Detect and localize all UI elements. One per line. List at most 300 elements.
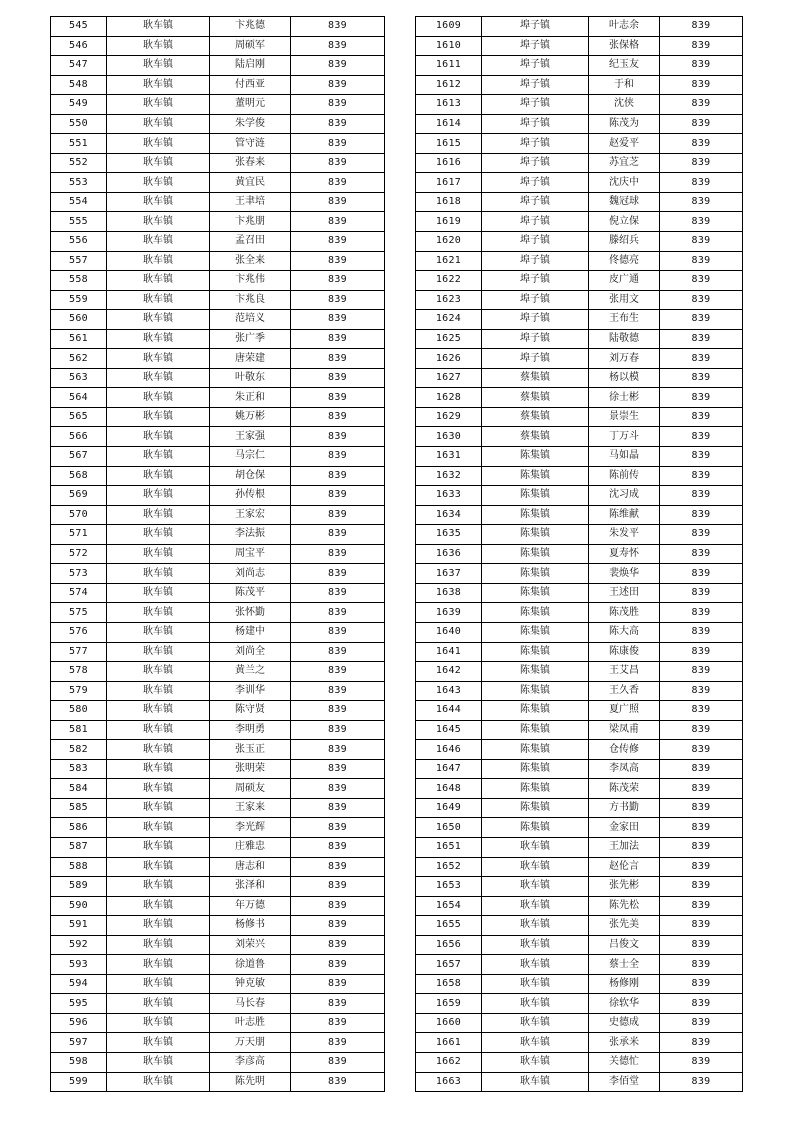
table-row xyxy=(416,329,743,349)
serial-number-cell: 566 xyxy=(51,427,107,447)
amount-cell: 839 xyxy=(291,583,385,603)
serial-number-cell: 1649 xyxy=(416,798,482,818)
town-cell: 陈集镇 xyxy=(482,642,589,662)
amount-cell: 839 xyxy=(660,564,743,584)
table-row xyxy=(416,720,743,740)
town-cell: 耿车镇 xyxy=(107,56,210,76)
amount-cell: 839 xyxy=(660,837,743,857)
serial-number-cell: 1630 xyxy=(416,427,482,447)
town-cell: 陈集镇 xyxy=(482,603,589,623)
person-name-cell: 李法振 xyxy=(210,525,291,545)
person-name-cell: 张玉正 xyxy=(210,740,291,760)
person-name-cell: 孟召田 xyxy=(210,232,291,252)
town-cell: 耿车镇 xyxy=(482,877,589,897)
town-cell: 陈集镇 xyxy=(482,622,589,642)
serial-number-cell: 582 xyxy=(51,740,107,760)
town-cell: 陈集镇 xyxy=(482,720,589,740)
table-row xyxy=(51,505,385,525)
serial-number-cell: 545 xyxy=(51,17,107,37)
table-row xyxy=(51,153,385,173)
amount-cell: 839 xyxy=(660,779,743,799)
serial-number-cell: 1662 xyxy=(416,1052,482,1072)
person-name-cell: 王家宏 xyxy=(210,505,291,525)
town-cell: 耿车镇 xyxy=(107,544,210,564)
person-name-cell: 纪玉友 xyxy=(589,56,660,76)
table-row xyxy=(51,857,385,877)
person-name-cell: 朱学俊 xyxy=(210,114,291,134)
table-row xyxy=(416,75,743,95)
table-row xyxy=(51,974,385,994)
amount-cell: 839 xyxy=(660,192,743,212)
table-row xyxy=(51,955,385,975)
town-cell: 耿车镇 xyxy=(482,1013,589,1033)
amount-cell: 839 xyxy=(291,407,385,427)
amount-cell: 839 xyxy=(291,1013,385,1033)
serial-number-cell: 1620 xyxy=(416,232,482,252)
amount-cell: 839 xyxy=(660,603,743,623)
town-cell: 耿车镇 xyxy=(107,310,210,330)
amount-cell: 839 xyxy=(660,95,743,115)
town-cell: 埠子镇 xyxy=(482,134,589,154)
person-name-cell: 陈前传 xyxy=(589,466,660,486)
amount-cell: 839 xyxy=(291,681,385,701)
amount-cell: 839 xyxy=(660,505,743,525)
serial-number-cell: 1631 xyxy=(416,447,482,467)
town-cell: 埠子镇 xyxy=(482,232,589,252)
person-name-cell: 陈先明 xyxy=(210,1072,291,1092)
serial-number-cell: 1642 xyxy=(416,662,482,682)
serial-number-cell: 577 xyxy=(51,642,107,662)
person-name-cell: 梁凤甫 xyxy=(589,720,660,740)
town-cell: 埠子镇 xyxy=(482,349,589,369)
person-name-cell: 付西亚 xyxy=(210,75,291,95)
amount-cell: 839 xyxy=(291,544,385,564)
person-name-cell: 周宝平 xyxy=(210,544,291,564)
amount-cell: 839 xyxy=(660,681,743,701)
person-name-cell: 马如晶 xyxy=(589,447,660,467)
person-name-cell: 方书勤 xyxy=(589,798,660,818)
serial-number-cell: 591 xyxy=(51,916,107,936)
town-cell: 陈集镇 xyxy=(482,525,589,545)
town-cell: 耿车镇 xyxy=(107,857,210,877)
amount-cell: 839 xyxy=(660,17,743,37)
person-name-cell: 李训华 xyxy=(210,681,291,701)
town-cell: 耿车镇 xyxy=(107,564,210,584)
serial-number-cell: 1634 xyxy=(416,505,482,525)
table-row xyxy=(416,837,743,857)
table-row xyxy=(51,251,385,271)
town-cell: 蔡集镇 xyxy=(482,407,589,427)
amount-cell: 839 xyxy=(660,368,743,388)
serial-number-cell: 589 xyxy=(51,877,107,897)
amount-cell: 839 xyxy=(291,994,385,1014)
serial-number-cell: 573 xyxy=(51,564,107,584)
town-cell: 耿车镇 xyxy=(107,368,210,388)
person-name-cell: 魏冠球 xyxy=(589,192,660,212)
town-cell: 耿车镇 xyxy=(107,505,210,525)
amount-cell: 839 xyxy=(660,212,743,232)
table-row xyxy=(51,740,385,760)
town-cell: 埠子镇 xyxy=(482,75,589,95)
amount-cell: 839 xyxy=(291,505,385,525)
amount-cell: 839 xyxy=(660,916,743,936)
town-cell: 耿车镇 xyxy=(107,779,210,799)
town-cell: 耿车镇 xyxy=(107,642,210,662)
person-name-cell: 唐志和 xyxy=(210,857,291,877)
amount-cell: 839 xyxy=(660,1013,743,1033)
serial-number-cell: 599 xyxy=(51,1072,107,1092)
serial-number-cell: 1654 xyxy=(416,896,482,916)
person-name-cell: 陈守贤 xyxy=(210,701,291,721)
amount-cell: 839 xyxy=(291,427,385,447)
table-row xyxy=(416,564,743,584)
amount-cell: 839 xyxy=(291,779,385,799)
amount-cell: 839 xyxy=(291,1072,385,1092)
person-name-cell: 丁万斗 xyxy=(589,427,660,447)
amount-cell: 839 xyxy=(291,95,385,115)
serial-number-cell: 1624 xyxy=(416,310,482,330)
serial-number-cell: 1609 xyxy=(416,17,482,37)
serial-number-cell: 565 xyxy=(51,407,107,427)
serial-number-cell: 1613 xyxy=(416,95,482,115)
town-cell: 埠子镇 xyxy=(482,212,589,232)
table-row xyxy=(416,974,743,994)
serial-number-cell: 1646 xyxy=(416,740,482,760)
town-cell: 耿车镇 xyxy=(107,192,210,212)
person-name-cell: 王家强 xyxy=(210,427,291,447)
serial-number-cell: 1619 xyxy=(416,212,482,232)
person-name-cell: 陆敬德 xyxy=(589,329,660,349)
table-row xyxy=(416,349,743,369)
table-row xyxy=(51,837,385,857)
serial-number-cell: 560 xyxy=(51,310,107,330)
table-row xyxy=(51,603,385,623)
table-row xyxy=(51,779,385,799)
town-cell: 陈集镇 xyxy=(482,466,589,486)
town-cell: 耿车镇 xyxy=(107,662,210,682)
serial-number-cell: 1657 xyxy=(416,955,482,975)
table-row xyxy=(416,368,743,388)
town-cell: 蔡集镇 xyxy=(482,427,589,447)
town-cell: 耿车镇 xyxy=(482,857,589,877)
amount-cell: 839 xyxy=(660,36,743,56)
serial-number-cell: 569 xyxy=(51,486,107,506)
town-cell: 耿车镇 xyxy=(107,759,210,779)
serial-number-cell: 572 xyxy=(51,544,107,564)
table-row xyxy=(416,603,743,623)
serial-number-cell: 571 xyxy=(51,525,107,545)
serial-number-cell: 1648 xyxy=(416,779,482,799)
amount-cell: 839 xyxy=(660,759,743,779)
table-row xyxy=(416,505,743,525)
serial-number-cell: 584 xyxy=(51,779,107,799)
serial-number-cell: 550 xyxy=(51,114,107,134)
town-cell: 耿车镇 xyxy=(107,720,210,740)
table-row xyxy=(51,173,385,193)
amount-cell: 839 xyxy=(291,310,385,330)
town-cell: 耿车镇 xyxy=(482,1052,589,1072)
town-cell: 陈集镇 xyxy=(482,818,589,838)
table-row xyxy=(51,427,385,447)
town-cell: 埠子镇 xyxy=(482,56,589,76)
person-name-cell: 姚万彬 xyxy=(210,407,291,427)
serial-number-cell: 1639 xyxy=(416,603,482,623)
amount-cell: 839 xyxy=(660,896,743,916)
serial-number-cell: 567 xyxy=(51,447,107,467)
person-name-cell: 张春来 xyxy=(210,153,291,173)
town-cell: 耿车镇 xyxy=(482,935,589,955)
table-row xyxy=(416,759,743,779)
table-row xyxy=(51,232,385,252)
person-name-cell: 王述田 xyxy=(589,583,660,603)
town-cell: 埠子镇 xyxy=(482,271,589,291)
person-name-cell: 庄雅忠 xyxy=(210,837,291,857)
serial-number-cell: 1611 xyxy=(416,56,482,76)
person-name-cell: 陈茂为 xyxy=(589,114,660,134)
table-row xyxy=(416,407,743,427)
amount-cell: 839 xyxy=(291,114,385,134)
table-row xyxy=(416,251,743,271)
amount-cell: 839 xyxy=(291,916,385,936)
table-row xyxy=(51,564,385,584)
table-row xyxy=(51,583,385,603)
town-cell: 耿车镇 xyxy=(107,388,210,408)
table-row xyxy=(51,622,385,642)
serial-number-cell: 1633 xyxy=(416,486,482,506)
town-cell: 埠子镇 xyxy=(482,173,589,193)
amount-cell: 839 xyxy=(291,974,385,994)
table-row xyxy=(51,466,385,486)
amount-cell: 839 xyxy=(660,642,743,662)
amount-cell: 839 xyxy=(291,955,385,975)
town-cell: 埠子镇 xyxy=(482,36,589,56)
person-name-cell: 杨修书 xyxy=(210,916,291,936)
amount-cell: 839 xyxy=(291,290,385,310)
town-cell: 耿车镇 xyxy=(107,232,210,252)
person-name-cell: 李凤高 xyxy=(589,759,660,779)
person-name-cell: 裴焕华 xyxy=(589,564,660,584)
amount-cell: 839 xyxy=(660,407,743,427)
table-row xyxy=(416,877,743,897)
amount-cell: 839 xyxy=(660,310,743,330)
person-name-cell: 胡仓保 xyxy=(210,466,291,486)
table-row xyxy=(416,173,743,193)
serial-number-cell: 570 xyxy=(51,505,107,525)
town-cell: 耿车镇 xyxy=(107,95,210,115)
town-cell: 耿车镇 xyxy=(107,290,210,310)
amount-cell: 839 xyxy=(291,642,385,662)
town-cell: 耿车镇 xyxy=(107,916,210,936)
serial-number-cell: 598 xyxy=(51,1052,107,1072)
town-cell: 陈集镇 xyxy=(482,759,589,779)
table-row xyxy=(416,818,743,838)
town-cell: 耿车镇 xyxy=(107,1072,210,1092)
person-name-cell: 张承米 xyxy=(589,1033,660,1053)
serial-number-cell: 1617 xyxy=(416,173,482,193)
serial-number-cell: 559 xyxy=(51,290,107,310)
person-name-cell: 朱发平 xyxy=(589,525,660,545)
person-name-cell: 刘万春 xyxy=(589,349,660,369)
serial-number-cell: 551 xyxy=(51,134,107,154)
table-row xyxy=(51,1033,385,1053)
town-cell: 陈集镇 xyxy=(482,505,589,525)
table-row xyxy=(416,486,743,506)
table-row xyxy=(416,525,743,545)
person-name-cell: 张怀勤 xyxy=(210,603,291,623)
amount-cell: 839 xyxy=(291,837,385,857)
town-cell: 陈集镇 xyxy=(482,681,589,701)
town-cell: 耿车镇 xyxy=(107,935,210,955)
person-name-cell: 陈茂荣 xyxy=(589,779,660,799)
town-cell: 耿车镇 xyxy=(107,134,210,154)
person-name-cell: 张广季 xyxy=(210,329,291,349)
person-name-cell: 周硕友 xyxy=(210,779,291,799)
town-cell: 耿车镇 xyxy=(107,271,210,291)
serial-number-cell: 564 xyxy=(51,388,107,408)
amount-cell: 839 xyxy=(660,290,743,310)
serial-number-cell: 1663 xyxy=(416,1072,482,1092)
amount-cell: 839 xyxy=(291,622,385,642)
serial-number-cell: 588 xyxy=(51,857,107,877)
amount-cell: 839 xyxy=(291,271,385,291)
amount-cell: 839 xyxy=(291,192,385,212)
person-name-cell: 马长春 xyxy=(210,994,291,1014)
person-name-cell: 张保格 xyxy=(589,36,660,56)
person-name-cell: 叶敬东 xyxy=(210,368,291,388)
town-cell: 耿车镇 xyxy=(107,212,210,232)
table-row xyxy=(416,466,743,486)
table-row xyxy=(51,525,385,545)
town-cell: 耿车镇 xyxy=(482,916,589,936)
person-name-cell: 陈茂胜 xyxy=(589,603,660,623)
table-row xyxy=(416,544,743,564)
table-row xyxy=(416,994,743,1014)
town-cell: 耿车镇 xyxy=(482,1033,589,1053)
town-cell: 埠子镇 xyxy=(482,290,589,310)
amount-cell: 839 xyxy=(660,349,743,369)
amount-cell: 839 xyxy=(291,740,385,760)
person-name-cell: 赵爱平 xyxy=(589,134,660,154)
person-name-cell: 沈侠 xyxy=(589,95,660,115)
serial-number-cell: 1645 xyxy=(416,720,482,740)
town-cell: 埠子镇 xyxy=(482,251,589,271)
serial-number-cell: 1632 xyxy=(416,466,482,486)
table-row xyxy=(416,896,743,916)
amount-cell: 839 xyxy=(660,544,743,564)
table-row xyxy=(51,368,385,388)
town-cell: 耿车镇 xyxy=(482,955,589,975)
person-name-cell: 董明元 xyxy=(210,95,291,115)
table-row xyxy=(51,407,385,427)
serial-number-cell: 561 xyxy=(51,329,107,349)
amount-cell: 839 xyxy=(291,232,385,252)
amount-cell: 839 xyxy=(291,525,385,545)
table-row xyxy=(51,798,385,818)
table-row xyxy=(51,486,385,506)
table-row xyxy=(416,153,743,173)
amount-cell: 839 xyxy=(291,17,385,37)
amount-cell: 839 xyxy=(291,701,385,721)
table-row xyxy=(51,95,385,115)
person-name-cell: 陈先松 xyxy=(589,896,660,916)
serial-number-cell: 592 xyxy=(51,935,107,955)
serial-number-cell: 583 xyxy=(51,759,107,779)
table-row xyxy=(416,212,743,232)
person-name-cell: 张先彬 xyxy=(589,877,660,897)
amount-cell: 839 xyxy=(291,935,385,955)
town-cell: 蔡集镇 xyxy=(482,368,589,388)
person-name-cell: 王久香 xyxy=(589,681,660,701)
table-row xyxy=(51,916,385,936)
person-name-cell: 徐道鲁 xyxy=(210,955,291,975)
amount-cell: 839 xyxy=(660,974,743,994)
amount-cell: 839 xyxy=(291,153,385,173)
table-row xyxy=(416,916,743,936)
table-row xyxy=(416,622,743,642)
town-cell: 耿车镇 xyxy=(107,701,210,721)
serial-number-cell: 1627 xyxy=(416,368,482,388)
table-row xyxy=(416,779,743,799)
town-cell: 陈集镇 xyxy=(482,740,589,760)
person-name-cell: 王加法 xyxy=(589,837,660,857)
town-cell: 耿车镇 xyxy=(107,525,210,545)
person-name-cell: 陈维献 xyxy=(589,505,660,525)
person-name-cell: 张全来 xyxy=(210,251,291,271)
serial-number-cell: 1658 xyxy=(416,974,482,994)
person-name-cell: 沈庆中 xyxy=(589,173,660,193)
serial-number-cell: 562 xyxy=(51,349,107,369)
serial-number-cell: 1653 xyxy=(416,877,482,897)
person-name-cell: 杨以模 xyxy=(589,368,660,388)
table-row xyxy=(416,1072,743,1092)
serial-number-cell: 1616 xyxy=(416,153,482,173)
serial-number-cell: 1614 xyxy=(416,114,482,134)
amount-cell: 839 xyxy=(291,56,385,76)
person-name-cell: 景崇生 xyxy=(589,407,660,427)
person-name-cell: 金家田 xyxy=(589,818,660,838)
person-name-cell: 年万德 xyxy=(210,896,291,916)
serial-number-cell: 1621 xyxy=(416,251,482,271)
amount-cell: 839 xyxy=(660,857,743,877)
amount-cell: 839 xyxy=(660,622,743,642)
town-cell: 耿车镇 xyxy=(107,1013,210,1033)
serial-number-cell: 555 xyxy=(51,212,107,232)
person-name-cell: 于和 xyxy=(589,75,660,95)
serial-number-cell: 1625 xyxy=(416,329,482,349)
serial-number-cell: 1650 xyxy=(416,818,482,838)
serial-number-cell: 596 xyxy=(51,1013,107,1033)
town-cell: 陈集镇 xyxy=(482,798,589,818)
table-row xyxy=(51,877,385,897)
person-name-cell: 王布生 xyxy=(589,310,660,330)
table-row xyxy=(51,1052,385,1072)
serial-number-cell: 546 xyxy=(51,36,107,56)
amount-cell: 839 xyxy=(660,114,743,134)
serial-number-cell: 1622 xyxy=(416,271,482,291)
serial-number-cell: 554 xyxy=(51,192,107,212)
serial-number-cell: 1637 xyxy=(416,564,482,584)
amount-cell: 839 xyxy=(291,662,385,682)
serial-number-cell: 581 xyxy=(51,720,107,740)
person-name-cell: 孙传根 xyxy=(210,486,291,506)
person-name-cell: 史德成 xyxy=(589,1013,660,1033)
serial-number-cell: 578 xyxy=(51,662,107,682)
town-cell: 耿车镇 xyxy=(107,447,210,467)
table-row xyxy=(416,388,743,408)
person-name-cell: 佟德亮 xyxy=(589,251,660,271)
serial-number-cell: 597 xyxy=(51,1033,107,1053)
town-cell: 耿车镇 xyxy=(107,622,210,642)
